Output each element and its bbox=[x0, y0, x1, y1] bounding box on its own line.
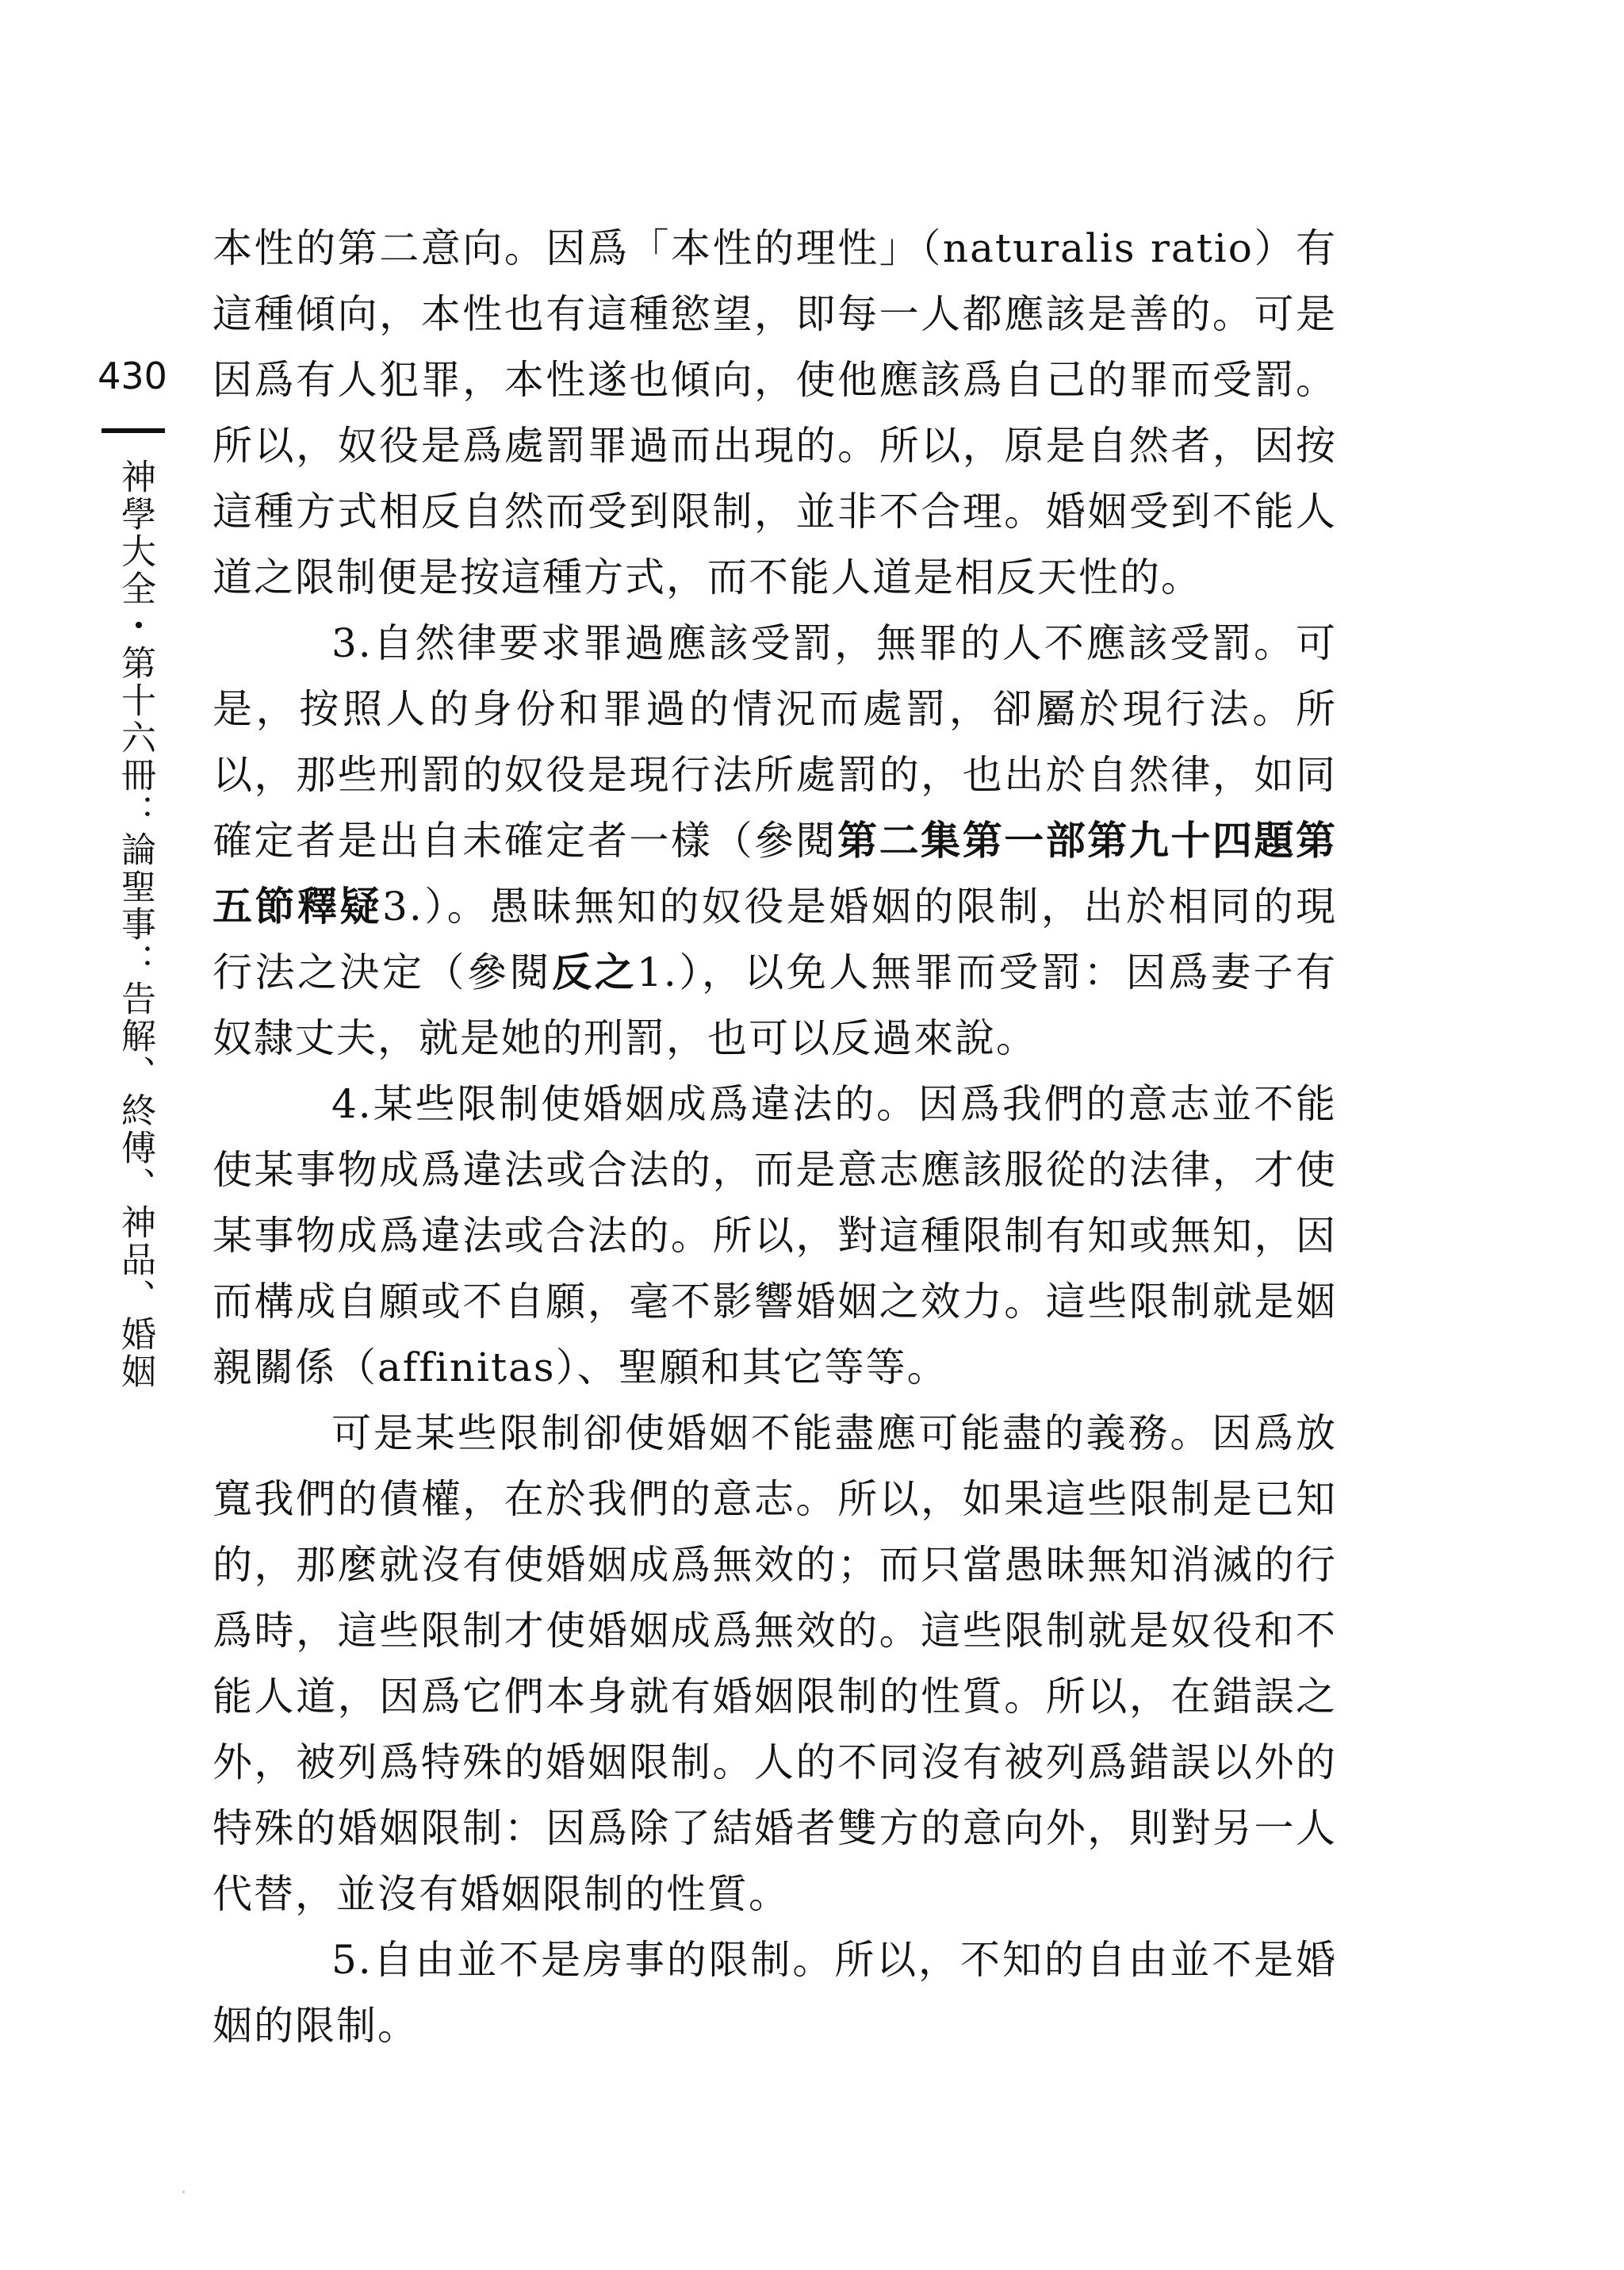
cross-reference-1: 第二集第一部第九十四題第五節釋疑 bbox=[213, 818, 1338, 930]
cross-reference-2: 反之 bbox=[552, 949, 638, 995]
paragraph-5: 5.自由並不是房事的限制。所以，不知的自由並不是婚姻的限制。 bbox=[213, 1937, 1337, 2049]
header-rule bbox=[102, 428, 165, 433]
page-number: 430 bbox=[98, 355, 167, 397]
paragraph-4: 可是某些限制卻使婚姻不能盡應可能盡的義務。因爲放寬我們的債權，在於我們的意志。所以，如果這些限制是已知的，那麼就沒有使婚姻成爲無效的；而只當愚昧無知消滅的行爲時，這些限制才使婚姻成爲無效的。這些限制就是奴役和不能人道，因爲它們本身就有婚姻限制的性質。所以，在錯誤之外，被列爲特殊的婚姻限制。人的不同沒有被列爲錯誤以外的特殊的婚姻限制：因爲除了結婚者雙方的意向外，則對另一人代替，並沒有婚姻限制的性質。 bbox=[213, 1410, 1337, 1917]
paragraph-2 bbox=[213, 611, 1337, 1072]
body-text bbox=[213, 216, 1337, 2059]
paragraph-2-part-b: 3.）。愚昧無知的奴役是婚姻的限制，出於相同的現行法之決定（參閱 bbox=[213, 884, 1337, 995]
paragraph-2-part-c: 1.），以免人無罪而受罰：因爲妻子有奴隸丈夫，就是她的刑罰，也可以反過來說。 bbox=[213, 949, 1338, 1061]
running-title: 神學大全・第十六冊：論聖事：告解、終傅、神品、婚姻 bbox=[115, 458, 155, 1390]
scan-speck bbox=[182, 2191, 185, 2193]
paragraph-3: 4.某些限制使婚姻成爲違法的。因爲我們的意志並不能使某事物成爲違法或合法的，而是意志應該服從的法律，才使某事物成爲違法或合法的。所以，對這種限制有知或無知，因而構成自願或不自願，毫不影響婚姻之效力。這些限制就是姻親關係（affinitas）、聖願和其它等等。 bbox=[213, 1081, 1337, 1390]
paragraph-2-part-a: 3.自然律要求罪過應該受罰，無罪的人不應該受罰。可是，按照人的身份和罪過的情況而處罰，卻屬於現行法。所以，那些刑罰的奴役是現行法所處罰的，也出於自然律，如同確定者是出自未確定者一樣（參閱 bbox=[213, 620, 1337, 864]
paragraph-1: 本性的第二意向。因爲「本性的理性」（naturalis ratio）有這種傾向，本性也有這種慾望，即每一人都應該是善的。可是因爲有人犯罪，本性遂也傾向，使他應該爲自己的罪而受罰。所以，奴役是爲處罰罪過而出現的。所以，原是自然者，因按這種方式相反自然而受到限制，並非不合理。婚姻受到不能人道之限制便是按這種方式，而不能人道是相反天性的。 bbox=[213, 225, 1337, 600]
